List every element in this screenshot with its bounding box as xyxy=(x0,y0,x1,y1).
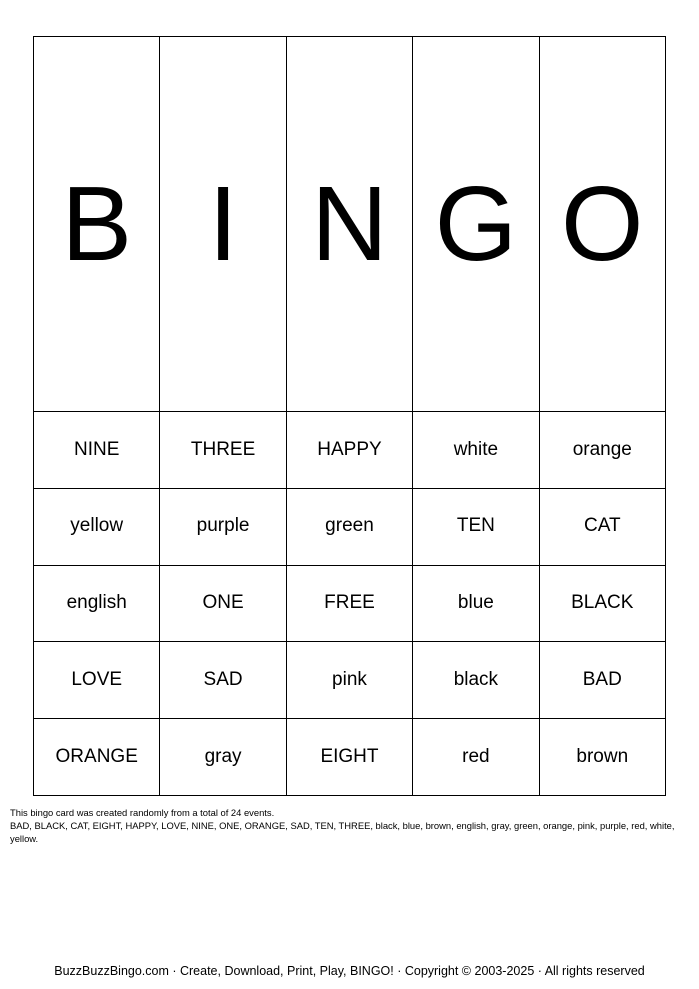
bingo-cell: THREE xyxy=(160,412,286,489)
bingo-cell: BLACK xyxy=(539,565,665,642)
bingo-header-row xyxy=(34,37,666,412)
bingo-row xyxy=(34,412,666,489)
bingo-cell: orange xyxy=(539,412,665,489)
bingo-cell: ONE xyxy=(160,565,286,642)
bingo-cell: purple xyxy=(160,488,286,565)
bingo-row xyxy=(34,565,666,642)
bingo-cell: brown xyxy=(539,719,665,796)
bingo-cell: HAPPY xyxy=(286,412,412,489)
page-footer: BuzzBuzzBingo.com · Create, Download, Print, Play, BINGO! · Copyright © 2003-2025 · All rights reserved xyxy=(54,964,645,978)
header-letter-i: I xyxy=(160,37,286,412)
bingo-cell: ORANGE xyxy=(34,719,160,796)
bingo-cell: green xyxy=(286,488,412,565)
bingo-cell: pink xyxy=(286,642,412,719)
header-letter-o: O xyxy=(539,37,665,412)
note-summary: This bingo card was created randomly from a total of 24 events. xyxy=(10,807,275,818)
bingo-row xyxy=(34,719,666,796)
bingo-cell: NINE xyxy=(34,412,160,489)
header-letter-n: N xyxy=(286,37,412,412)
bingo-row xyxy=(34,488,666,565)
card-note xyxy=(10,806,690,845)
bingo-cell: gray xyxy=(160,719,286,796)
free-space-cell: FREE xyxy=(286,565,412,642)
bingo-cell: CAT xyxy=(539,488,665,565)
bingo-cell: TEN xyxy=(413,488,539,565)
bingo-cell: white xyxy=(413,412,539,489)
bingo-cell: BAD xyxy=(539,642,665,719)
header-letter-b: B xyxy=(34,37,160,412)
bingo-cell: yellow xyxy=(34,488,160,565)
header-letter-g: G xyxy=(413,37,539,412)
bingo-cell: black xyxy=(413,642,539,719)
bingo-cell: LOVE xyxy=(34,642,160,719)
bingo-row xyxy=(34,642,666,719)
bingo-card xyxy=(33,36,666,796)
bingo-cell: red xyxy=(413,719,539,796)
bingo-cell: english xyxy=(34,565,160,642)
bingo-cell: EIGHT xyxy=(286,719,412,796)
bingo-cell: blue xyxy=(413,565,539,642)
note-event-list: BAD, BLACK, CAT, EIGHT, HAPPY, LOVE, NINE, ONE, ORANGE, SAD, TEN, THREE, black, blue, brown, english, gray, green, orange, pink, purple, red, white, yellow. xyxy=(10,820,675,844)
bingo-cell: SAD xyxy=(160,642,286,719)
